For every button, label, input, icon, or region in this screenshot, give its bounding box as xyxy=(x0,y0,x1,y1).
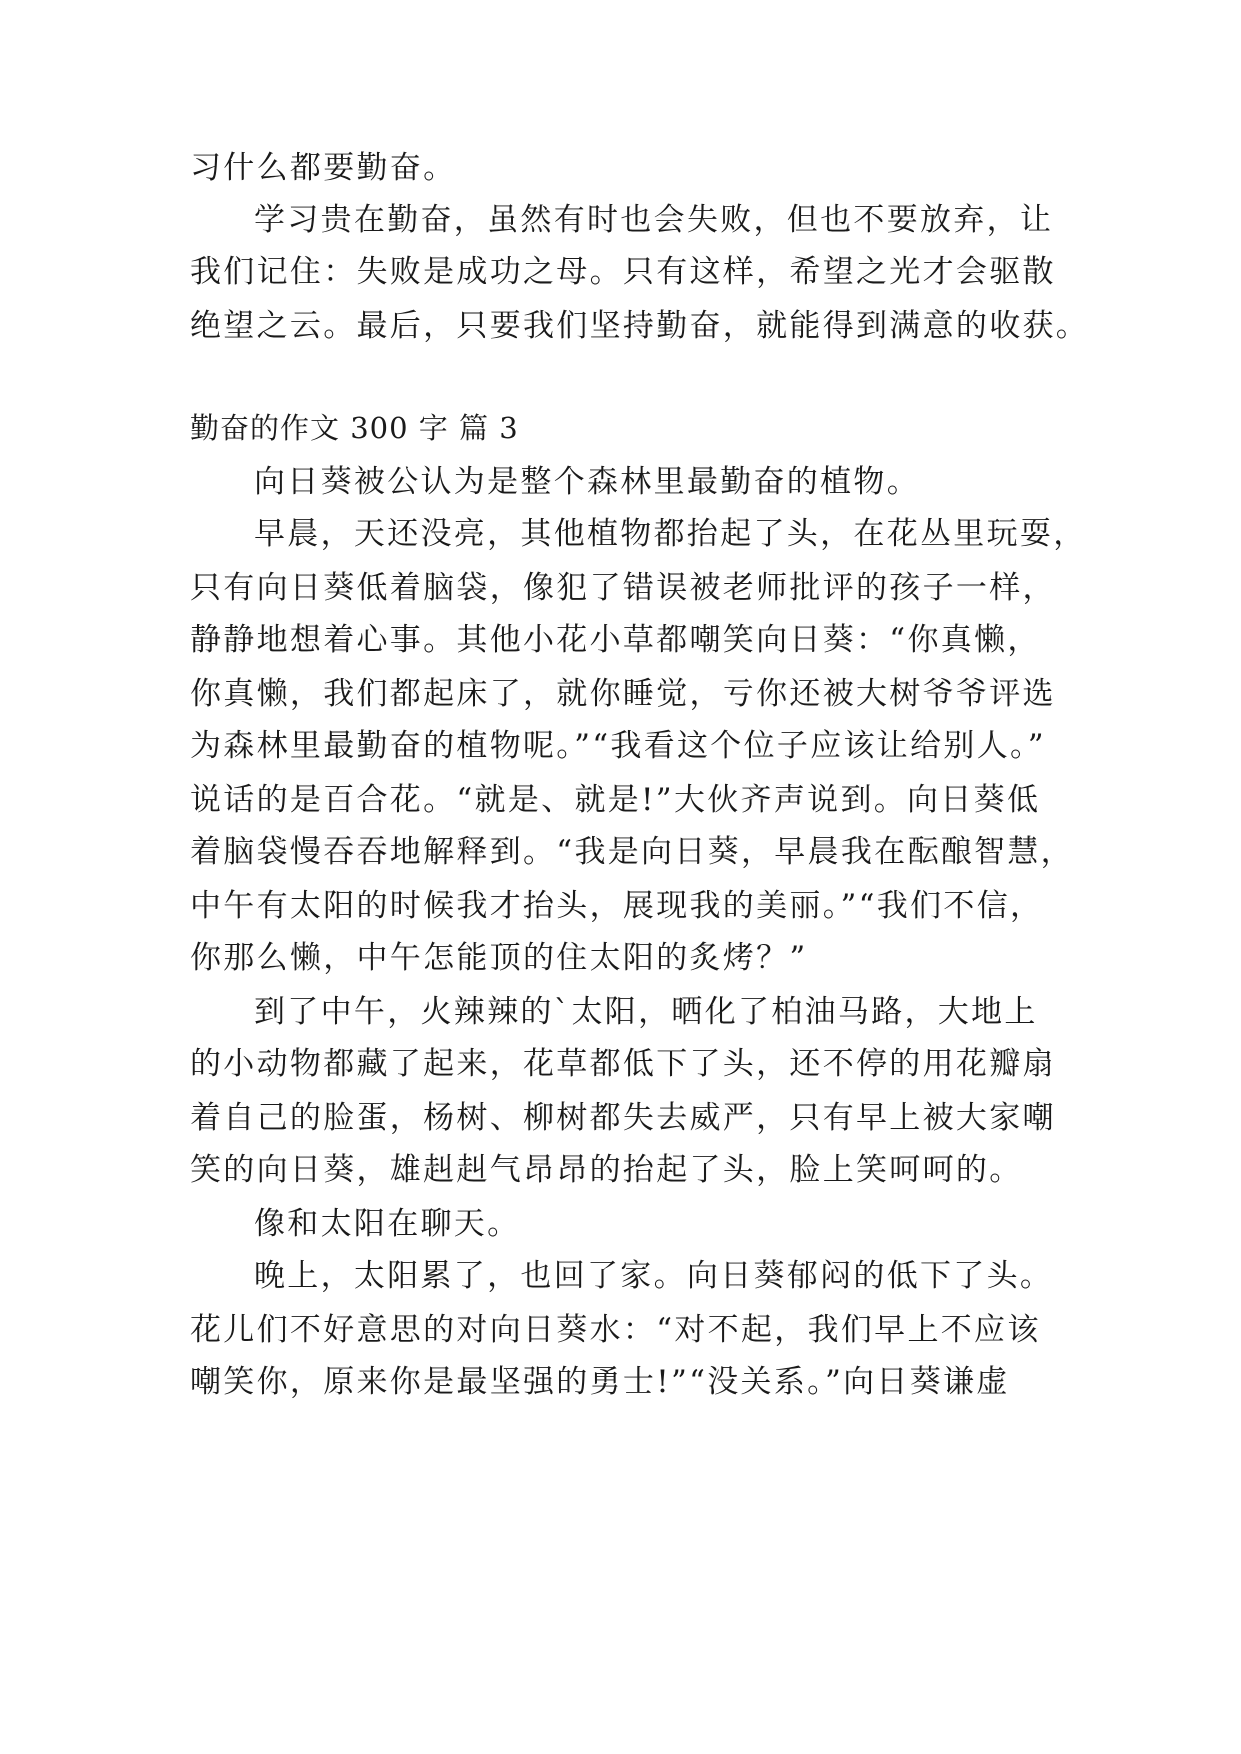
text-line: 只有向日葵低着脑袋，像犯了错误被老师批评的孩子一样， xyxy=(190,570,1056,606)
text-line: 为森林里最勤奋的植物呢。”“我看这个位子应该让给别人。” xyxy=(190,728,1046,764)
text-line: 着自己的脸蛋，杨树、柳树都失去威严，只有早上被大家嘲 xyxy=(190,1100,1056,1136)
text-line: 着脑袋慢吞吞地解释到。“我是向日葵，早晨我在酝酿智慧， xyxy=(190,834,1074,870)
text-line: 的小动物都藏了起来，花草都低下了头，还不停的用花瓣扇 xyxy=(190,1046,1056,1082)
paragraph-start-line: 早晨，天还没亮，其他植物都抬起了头，在花丛里玩耍， xyxy=(254,516,1087,552)
text-line: 嘲笑你，原来你是最坚强的勇士!”“没关系。”向日葵谦虚 xyxy=(190,1364,1010,1400)
text-line: 中午有太阳的时候我才抬头，展现我的美丽。”“我们不信， xyxy=(190,888,1044,924)
text-line: 笑的向日葵，雄赳赳气昂昂的抬起了头，脸上笑呵呵的。 xyxy=(190,1152,1023,1188)
text-line: 静静地想着心事。其他小花小草都嘲笑向日葵：“你真懒， xyxy=(190,622,1041,658)
text-line: 说话的是百合花。“就是、就是!”大伙齐声说到。向日葵低 xyxy=(190,782,1041,818)
text-line: 你真懒，我们都起床了，就你睡觉，亏你还被大树爷爷评选 xyxy=(190,676,1056,712)
paragraph-start-line: 向日葵被公认为是整个森林里最勤奋的植物。 xyxy=(254,464,920,500)
text-line: 我们记住：失败是成功之母。只有这样，希望之光才会驱散 xyxy=(190,254,1056,290)
text-line: 绝望之云。最后，只要我们坚持勤奋，就能得到满意的收获。 xyxy=(190,308,1090,344)
text-line: 习什么都要勤奋。 xyxy=(190,150,457,186)
paragraph-start-line: 像和太阳在聊天。 xyxy=(254,1206,521,1242)
paragraph-start-line: 学习贵在勤奋，虽然有时也会失败，但也不要放弃，让 xyxy=(254,202,1054,238)
text-line: 花儿们不好意思的对向日葵水：“对不起，我们早上不应该 xyxy=(190,1312,1041,1348)
paragraph-start-line: 到了中午，火辣辣的`太阳，晒化了柏油马路，大地上 xyxy=(254,994,1038,1030)
text-line: 你那么懒，中午怎能顶的住太阳的炙烤？” xyxy=(190,940,808,976)
section-heading: 勤奋的作文 300 字 篇 3 xyxy=(190,411,519,445)
paragraph-start-line: 晚上，太阳累了，也回了家。向日葵郁闷的低下了头。 xyxy=(254,1258,1054,1294)
